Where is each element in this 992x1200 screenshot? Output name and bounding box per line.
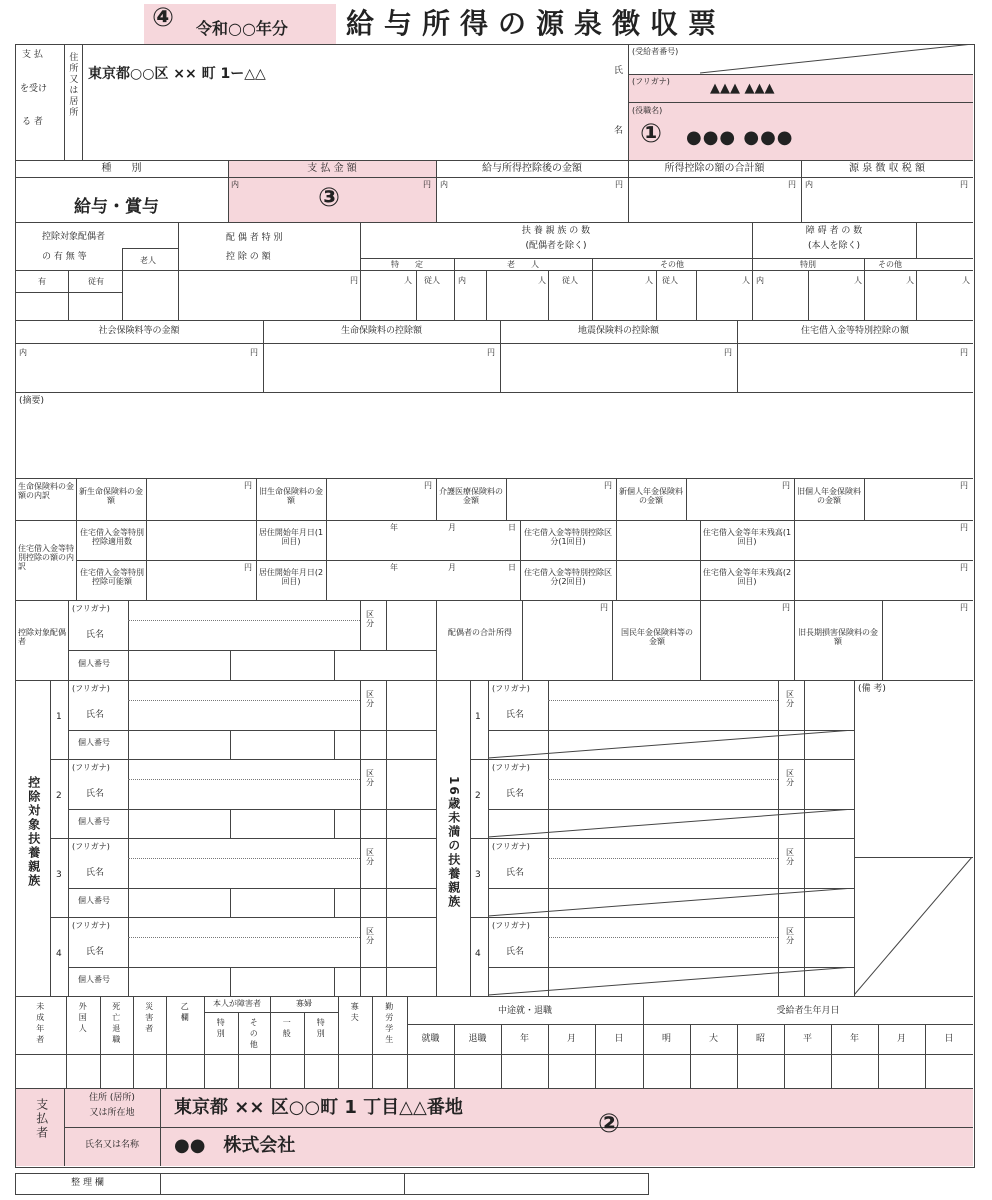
life-yen-2: 円: [424, 481, 432, 490]
spouse-special-label: 配 偶 者 特 別: [226, 233, 283, 243]
recipient-no-slash: [700, 44, 973, 74]
bikou-label: (備 考): [858, 684, 886, 694]
amount-yen: 円: [423, 180, 431, 189]
row-separator: [50, 759, 436, 760]
furigana-box: [629, 74, 973, 102]
status-column-label: 死亡退職: [111, 1002, 121, 1046]
family-name-label: 氏名: [86, 947, 105, 957]
date-sub-label: 日: [944, 1034, 954, 1044]
column-divider: [238, 1012, 239, 1088]
old-longterm-yen: 円: [960, 603, 968, 612]
family-row-number: 2: [56, 791, 62, 801]
shogai-nin-1: 人: [854, 276, 862, 285]
furigana-dotted-line: [548, 858, 778, 859]
mynumber-divider: [334, 730, 335, 759]
housing-r1-yen: 円: [960, 523, 968, 532]
date-sub-label: 月: [896, 1034, 906, 1044]
status-column-label: 勤労学生: [384, 1002, 394, 1046]
housing-r2-nen: 年: [390, 563, 398, 572]
under16-row-number: 2: [475, 791, 481, 801]
row-divider: [68, 809, 436, 810]
family-name-label: 氏名: [86, 710, 105, 720]
life-yen-1: 円: [244, 481, 252, 490]
special-yen: 円: [350, 276, 358, 285]
tokutei-label: 特 定: [391, 260, 423, 269]
bikou-diagonal: [854, 857, 973, 996]
social-uchi: 内: [19, 348, 27, 357]
tokutei-nin: 人: [404, 276, 412, 285]
ins-header-quake: 地震保険料の控除額: [577, 326, 659, 336]
under16-furigana-label: (フリガナ): [492, 763, 530, 772]
rojin-uchi: 内: [458, 276, 466, 285]
spouse-existence-label-2: の 有 無 等: [42, 252, 87, 262]
column-divider: [204, 996, 205, 1088]
under16-furigana-label: (フリガナ): [492, 921, 530, 930]
mynumber-divider: [334, 809, 335, 838]
housing-r1-c4: 住宅借入金等年末残高(1回目): [702, 528, 792, 547]
ins-header-social: 社会保険料等の金額: [98, 326, 180, 336]
family-furigana-label: (フリガナ): [72, 842, 110, 851]
life-yen-4: 円: [782, 481, 790, 490]
shogai-count-label: 障 碍 者 の 数: [805, 226, 863, 236]
date-sub-label: 退職: [468, 1034, 487, 1044]
under16-kubun: 区分: [786, 769, 794, 788]
payer-addr-label-2: 又は所在地: [89, 1108, 135, 1118]
mynumber-divider: [334, 967, 335, 996]
seinen-label: 受給者生年月日: [776, 1006, 840, 1016]
row-separator: [50, 838, 436, 839]
sonota-nin-2: 人: [742, 276, 750, 285]
furigana-dotted-line: [128, 858, 360, 859]
shi-label: 氏: [614, 66, 624, 76]
tekiyo-label: (摘要): [19, 396, 45, 406]
juu-label: 従有: [88, 277, 104, 286]
payer-marker: ②: [598, 1109, 621, 1139]
under16-row-number: 3: [475, 870, 481, 880]
quake-yen: 円: [724, 348, 732, 357]
date-sub-label: 年: [849, 1034, 859, 1044]
sonota-count-label: その他: [660, 260, 684, 269]
row-separator: [470, 759, 854, 760]
payer-address: 東京都 ×× 区○○町 1 丁目△△番地: [174, 1097, 463, 1118]
spouse-income-label: 配偶者の合計所得: [448, 628, 512, 637]
date-sub-label: 月: [566, 1034, 576, 1044]
housing-r1-c2: 居住開始年月日(1回目): [258, 528, 324, 547]
era-text: 令和○○年分: [196, 19, 288, 38]
family-furigana-label: (フリガナ): [72, 763, 110, 772]
spouse-income-yen: 円: [600, 603, 608, 612]
fuyou-count-label: 扶 養 親 族 の 数: [521, 226, 591, 236]
shogai-count-sub: (本人を除く): [807, 241, 861, 251]
fuyou-count-sub: (配偶者を除く): [525, 241, 587, 251]
recipient-name: ●●● ●●●: [686, 127, 794, 148]
tokubetsu-label: 特別: [800, 260, 816, 269]
pay-header-amount: 支 払 金 額: [307, 163, 357, 174]
amount-uchi: 内: [231, 180, 239, 189]
under16-row-number: 4: [475, 949, 481, 959]
life-new: 新生命保険料の金額: [79, 487, 143, 506]
column-divider: [100, 996, 101, 1088]
under16-name-label: 氏名: [506, 868, 525, 878]
row-separator: [50, 917, 436, 918]
housing-r1-tsuki: 月: [448, 523, 456, 532]
family-mynumber-label: 個人番号: [78, 975, 110, 984]
row-divider: [68, 730, 436, 731]
status-column-label: 未成年者: [35, 1002, 45, 1046]
spouse-mynumber-label: 個人番号: [78, 659, 110, 668]
after-yen: 円: [615, 180, 623, 189]
mynumber-divider: [334, 888, 335, 917]
recipient-no-label: (受給者番号): [632, 47, 679, 56]
life-yen-5: 円: [960, 481, 968, 490]
family-furigana-label: (フリガナ): [72, 921, 110, 930]
row-divider: [68, 967, 436, 968]
life-old-pension: 旧個人年金保険料の金額: [797, 487, 861, 506]
housing-r1-hi: 日: [508, 523, 516, 532]
housing-r1-c3: 住宅借入金等特別控除区分(1回目): [524, 528, 612, 547]
pay-header-tax: 源 泉 徴 収 税 額: [849, 163, 925, 174]
payer-name-label: 氏名又は名称: [84, 1140, 139, 1150]
family-name-label: 氏名: [86, 868, 105, 878]
spouse-name-label: 氏名: [86, 630, 105, 640]
family-row-number: 1: [56, 712, 62, 722]
housing-yen: 円: [960, 348, 968, 357]
date-sub-label: 年: [519, 1034, 529, 1044]
shogai-uchi: 内: [756, 276, 764, 285]
rojin-nin: 人: [538, 276, 546, 285]
housing-r2-yen: 円: [244, 563, 252, 572]
family-kubun: 区分: [366, 848, 374, 867]
furigana-dotted-line: [548, 937, 778, 938]
column-divider: [133, 996, 134, 1088]
recipient-label-3: る 者: [22, 117, 43, 127]
life-yen-3: 円: [604, 481, 612, 490]
date-sub-label: 平: [802, 1034, 812, 1044]
rojin-label: 老人: [140, 256, 156, 265]
national-pension-yen: 円: [782, 603, 790, 612]
sonota2-label: その他: [878, 260, 902, 269]
tokutei-juu: 従人: [424, 276, 440, 285]
status-column-label: 寡夫: [350, 1002, 360, 1024]
family-row-number: 4: [56, 949, 62, 959]
pay-header-after: 給与所得控除後の金額: [482, 163, 582, 174]
under16-label: 16歳未満の扶養親族: [446, 776, 461, 909]
life-care: 介護医療保険料の金額: [439, 487, 503, 506]
family-mynumber-label: 個人番号: [78, 896, 110, 905]
family-row-number: 3: [56, 870, 62, 880]
spouse-furigana-label: (フリガナ): [72, 604, 110, 613]
row-separator: [470, 917, 854, 918]
mynumber-divider: [230, 888, 231, 917]
era-marker: ④: [152, 3, 175, 33]
address-label: 住所又は居所: [67, 52, 78, 118]
column-divider: [166, 996, 167, 1088]
under16-mynumber-slash: [488, 730, 854, 759]
row-divider: [68, 888, 436, 889]
status-column-label: 一般: [282, 1018, 292, 1040]
life-yen: 円: [487, 348, 495, 357]
status-column-label: 外国人: [78, 1002, 88, 1035]
status-column-label: 特別: [216, 1018, 226, 1040]
payer-label: 支払者: [34, 1098, 49, 1140]
housing-r2-c2: 居住開始年月日(2回目): [258, 568, 324, 587]
status-column-label: 災害者: [144, 1002, 154, 1035]
sonota-juu: 従人: [662, 276, 678, 285]
under16-mynumber-slash: [488, 809, 854, 838]
column-divider: [304, 1012, 305, 1088]
spouse-existence-label: 控除対象配偶者: [42, 232, 106, 242]
seiri-label: 整 理 欄: [71, 1178, 104, 1188]
honnin-label: 本人が障害者: [213, 999, 261, 1008]
chuto-label: 中途就・退職: [497, 1006, 552, 1016]
housing-r1-c1: 住宅借入金等特別控除適用数: [80, 528, 144, 547]
spouse-label: 控除対象配偶者: [18, 628, 66, 647]
national-pension-label: 国民年金保険料等の金額: [621, 628, 693, 647]
ins-header-life: 生命保険料の控除額: [340, 326, 422, 336]
recipient-label-2: を受け: [20, 84, 48, 94]
column-divider: [372, 996, 373, 1088]
pay-header-type: 種 別: [101, 163, 142, 174]
family-mynumber-label: 個人番号: [78, 817, 110, 826]
life-breakdown-label: 生命保険料の金額の内訳: [18, 482, 74, 501]
tax-yen: 円: [960, 180, 968, 189]
pay-header-deduction: 所得控除の額の合計額: [664, 163, 765, 174]
housing-r2-yen-2: 円: [960, 563, 968, 572]
recipient-furigana-label: (フリガナ): [632, 77, 670, 86]
social-yen: 円: [250, 348, 258, 357]
furigana-dotted-line: [128, 700, 360, 701]
mynumber-divider: [230, 730, 231, 759]
position-label: (役職名): [632, 106, 663, 115]
name-marker: ①: [640, 119, 663, 149]
form-frame: [15, 44, 975, 1168]
furigana-dotted-line: [128, 779, 360, 780]
under16-name-label: 氏名: [506, 789, 525, 799]
family-furigana-label: (フリガナ): [72, 684, 110, 693]
after-uchi: 内: [440, 180, 448, 189]
shogai-nin-2: 人: [906, 276, 914, 285]
family-kubun: 区分: [366, 769, 374, 788]
ari-label: 有: [38, 277, 46, 286]
status-column-label: 乙欄: [180, 1002, 190, 1024]
under16-name-label: 氏名: [506, 710, 525, 720]
date-sub-label: 日: [614, 1034, 624, 1044]
housing-r2-c3: 住宅借入金等特別控除区分(2回目): [524, 568, 612, 587]
under16-kubun: 区分: [786, 927, 794, 946]
shogai-nin-3: 人: [962, 276, 970, 285]
old-longterm-label: 旧長期損害保険料の金額: [798, 628, 878, 647]
family-name-label: 氏名: [86, 789, 105, 799]
family-kubun: 区分: [366, 927, 374, 946]
form-title: 給与所得の源泉徴収票: [346, 7, 727, 40]
deduction-yen: 円: [788, 180, 796, 189]
pay-type-value: 給与・賞与: [74, 197, 159, 217]
mynumber-divider: [230, 809, 231, 838]
amount-marker: ③: [318, 183, 341, 213]
column-divider: [66, 996, 67, 1088]
spouse-special-label-2: 控 除 の 額: [226, 252, 271, 262]
column-divider: [270, 996, 271, 1088]
date-sub-label: 昭: [755, 1034, 765, 1044]
housing-breakdown-label: 住宅借入金等特別控除の額の内訳: [18, 544, 74, 572]
housing-r2-c4: 住宅借入金等年末残高(2回目): [702, 568, 792, 587]
row-separator: [470, 838, 854, 839]
under16-furigana-label: (フリガナ): [492, 842, 530, 851]
under16-kubun: 区分: [786, 848, 794, 867]
tax-uchi: 内: [805, 180, 813, 189]
family-label: 控除対象扶養親族: [26, 776, 41, 888]
under16-name-label: 氏名: [506, 947, 525, 957]
family-kubun: 区分: [366, 690, 374, 709]
status-column-label: 特別: [316, 1018, 326, 1040]
furigana-dotted-line: [548, 779, 778, 780]
under16-mynumber-slash: [488, 967, 854, 996]
mynumber-divider: [230, 967, 231, 996]
life-old: 旧生命保険料の金額: [259, 487, 323, 506]
name-box: [629, 103, 973, 160]
recipient-address: 東京都○○区 ×× 町 1ー△△: [88, 66, 266, 82]
under16-furigana-label: (フリガナ): [492, 684, 530, 693]
date-sub-label: 就職: [421, 1034, 440, 1044]
date-sub-label: 明: [661, 1034, 671, 1044]
housing-r2-tsuki: 月: [448, 563, 456, 572]
housing-r2-hi: 日: [508, 563, 516, 572]
recipient-label-1: 支 払: [22, 50, 43, 60]
recipient-furigana: ▲▲▲ ▲▲▲: [710, 81, 775, 96]
life-new-pension: 新個人年金保険料の金額: [619, 487, 683, 506]
under16-row-number: 1: [475, 712, 481, 722]
under16-kubun: 区分: [786, 690, 794, 709]
ins-header-housing: 住宅借入金等特別控除の額: [800, 326, 909, 336]
column-divider: [338, 996, 339, 1088]
mei-label: 名: [614, 126, 624, 136]
under16-mynumber-slash: [488, 888, 854, 917]
status-column-label: その他: [249, 1018, 259, 1051]
spouse-kubun: 区分: [366, 610, 374, 629]
housing-r1-nen: 年: [390, 523, 398, 532]
rojin-count-label: 老 人: [507, 260, 539, 269]
kafu-label: 寡婦: [296, 999, 312, 1008]
sonota-nin: 人: [645, 276, 653, 285]
family-mynumber-label: 個人番号: [78, 738, 110, 747]
housing-r2-c1: 住宅借入金等特別控除可能額: [80, 568, 144, 587]
rojin-juu: 従人: [562, 276, 578, 285]
payer-name: ●● 株式会社: [174, 1135, 296, 1156]
payer-addr-label-1: 住所 (居所): [89, 1093, 135, 1103]
furigana-dotted-line: [128, 937, 360, 938]
furigana-dotted-line: [548, 700, 778, 701]
date-sub-label: 大: [708, 1034, 718, 1044]
